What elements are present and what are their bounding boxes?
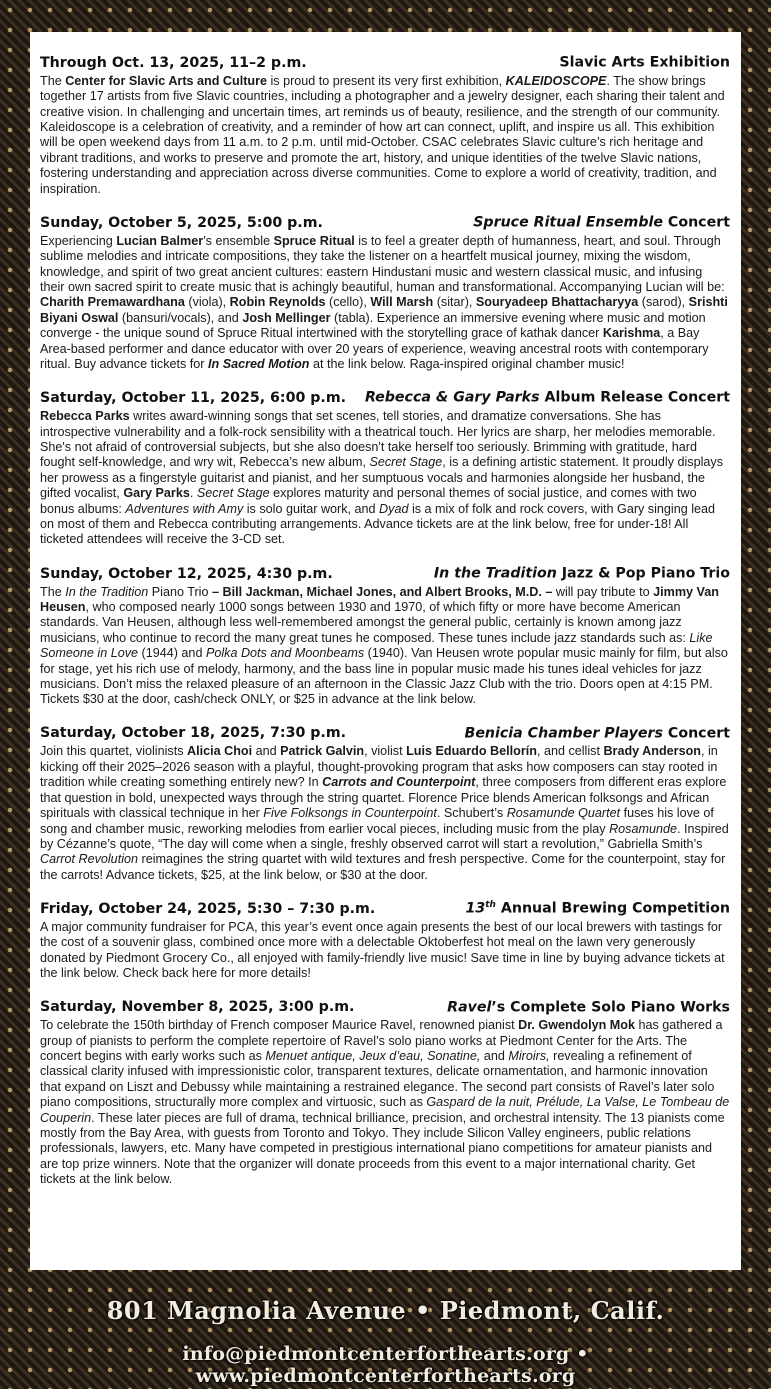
description-segment: In Sacred Motion <box>208 356 310 371</box>
event-title-rest: Concert <box>662 725 730 742</box>
description-segment: is solo guitar work, and <box>243 501 380 516</box>
description-segment: . Schubert’s <box>436 806 507 821</box>
event-date: Friday, October 24, 2025, 5:30 – 7:30 p.m. <box>40 900 376 917</box>
description-segment: Piano Trio <box>148 584 212 599</box>
event-title-italic: Rebecca & Gary Parks <box>364 390 540 407</box>
description-segment: Dyad <box>379 501 409 516</box>
event-title-rest: Slavic Arts Exhibition <box>559 54 730 71</box>
event-title <box>434 561 730 583</box>
event-header <box>40 385 730 407</box>
event-title-italic: Ravel <box>447 999 492 1016</box>
event-description <box>40 585 730 708</box>
event-title-rest: Concert <box>662 214 730 231</box>
event-date: Saturday, October 11, 2025, 6:00 p.m. <box>40 390 346 407</box>
description-segment: writes award-winning songs that set scenes, tell stories, and dramatize conversations. She has introspective vulnerability and a folk-rock sensibility with a theatrical touch. Her lyrics are sharp, her melodies memorable. She's not afraid of controversial subjects, but she also doesn't take herself too seriously. Brimming with gratitude, hard fought self-knowledge, and wry wit, Rebecca’s new album, <box>40 409 716 470</box>
description-segment: , violist <box>364 744 407 759</box>
description-segment: . <box>189 486 197 501</box>
event-title <box>465 896 730 918</box>
description-segment: , is a defining artistic statement. It proudly displays her prowess as a fingerstyle guitarist and pianist, and her sumptuous vocals and harmonies alongside her husband, the gifted vocalist, <box>40 455 723 501</box>
description-segment: In the Tradition <box>65 584 149 599</box>
description-segment: has gathered a group of pianists to perform the complete repertoire of Ravel’s solo piano works at Piedmont Center for the Arts. The concert begins with early works such as <box>40 1018 723 1064</box>
description-segment: is to feel a greater depth of humanness, heart, and soul. Through sublime melodies and intricate compositions, they take the listener on a heartfelt musical journey, mixing the wisdom, knowledge, and spirit of two great ancient cultures: eastern Hindustani music and western classical music, and infusing their own sacred spirit to create music that is achingly beautiful, human and transformational. Accompanying Lucian will be: <box>40 233 725 294</box>
description-segment: at the link below. Raga-inspired original chamber music! <box>309 356 625 371</box>
description-segment: , in kicking off their 2025–2026 season with a playful, thought-provoking program that asks how composers can stay rooted in tradition while creating something entirely new? In <box>40 744 718 790</box>
description-segment: Secret Stage <box>369 455 443 470</box>
event-date: Sunday, October 12, 2025, 4:30 p.m. <box>40 565 333 582</box>
description-segment: Luis Eduardo Bellorín <box>406 744 537 759</box>
description-segment: revealing a refinement of classical clarity infused with impressionistic color, transparent textures, delicate ornamentation, and harmonic innovation that expand on Liszt and Debussy while maintaining a restrained elegance. The second part consists of Ravel’s later solo piano compositions, structurally more complex and virtuosic, such as <box>40 1049 715 1110</box>
description-segment: Secret Stage <box>196 486 270 501</box>
description-segment: Lucian Balmer <box>116 233 204 248</box>
event-item <box>40 995 730 1188</box>
description-segment: ’s ensemble <box>203 233 274 248</box>
description-segment: Like Someone in Love <box>40 630 713 661</box>
event-list <box>40 50 730 1188</box>
description-segment: Alicia Choi <box>187 744 253 759</box>
event-date: Saturday, October 18, 2025, 7:30 p.m. <box>40 725 346 742</box>
description-segment: explores maturity and personal themes of social justice, and comes with two bonus albums: <box>40 486 697 516</box>
description-segment: will pay tribute to <box>552 584 654 599</box>
description-segment: fuses his love of song and chamber music, reworking melodies from earlier vocal pieces, including music from the play <box>40 806 714 836</box>
description-segment: KALEIDOSCOPE <box>505 73 607 88</box>
footer-address: 801 Magnolia Avenue • Piedmont, Calif. <box>106 1296 665 1325</box>
event-item <box>40 721 730 883</box>
event-item <box>40 561 730 708</box>
description-segment: (1944) and <box>138 646 206 661</box>
description-segment: Five Folksongs in Counterpoint <box>263 806 437 821</box>
event-header <box>40 896 730 918</box>
description-segment: Carrots and Counterpoint <box>322 775 476 790</box>
event-date: Sunday, October 5, 2025, 5:00 p.m. <box>40 214 323 231</box>
description-segment: Gaspard de la nuit, Prélude, La Valse, Le Tombeau de Couperin <box>40 1095 730 1125</box>
description-segment: (tabla). Experience an immersive evening where music and motion converge - the unique sound of Spruce Ritual intertwined with the storytelling grace of kathak dancer <box>40 310 706 341</box>
event-title <box>447 995 730 1017</box>
description-segment: Carrot Revolution <box>40 852 138 867</box>
event-title-superscript: th <box>485 900 496 911</box>
event-title <box>365 385 730 407</box>
description-segment: Dr. Gwendolyn Mok <box>518 1018 635 1033</box>
event-title-rest: Annual Brewing Competition <box>495 900 730 917</box>
footer-contact[interactable]: info@piedmontcenterforthearts.org • www.piedmontcenterforthearts.org <box>182 1343 589 1387</box>
event-header <box>40 721 730 743</box>
description-segment: (viola), <box>184 295 230 310</box>
description-segment: (sitar), <box>433 295 476 310</box>
description-segment: Polka Dots and Moonbeams <box>205 646 365 661</box>
event-description <box>40 1018 730 1187</box>
description-segment: , and cellist <box>536 744 604 759</box>
description-segment: Adventures with Amy <box>125 501 244 516</box>
description-segment: Center for Slavic Arts and Culture <box>65 73 267 88</box>
description-segment: Jimmy Van Heusen <box>40 584 719 614</box>
description-segment: . The show brings together 17 artists from five Slavic countries, including a photographer and a jewelry designer, each sharing their talent and creative vision. In challenging and uncertain times, art reminds us of beauty, resilience, and the strength of our community. Kaleidoscope is a celebration of creativity, and a reminder of how art can connect, uplift, and inspire us all. This exhibition will be open weekend days from 11 a.m. to 2 p.m. until mid-October. CSAC celebrates Slavic culture’s rich heritage and vibrant traditions, and works to preserve and promote the art, history, and unique identities of the twelve Slavic nations, fostering understanding and appreciation across diverse communities. Come to explore a world of creativity, tradition, and inspiration. <box>40 73 725 196</box>
description-segment: Josh Mellinger <box>242 310 331 325</box>
description-segment: Rosamunde Quartet <box>506 806 621 821</box>
description-segment: Robin Reynolds <box>229 295 326 310</box>
description-segment: , three composers from different eras explore that question in bold, unexpected ways through the string quartet. Florence Price blends American folksongs and African spirituals with classical technique in her <box>40 775 727 821</box>
event-description <box>40 920 730 982</box>
description-segment: (bansuri/vocals), and <box>118 310 243 325</box>
description-segment: Patrick Galvin <box>280 744 365 759</box>
event-header <box>40 50 730 72</box>
event-title-italic: Benicia Chamber Players <box>464 725 663 742</box>
description-segment: Brady Anderson <box>603 744 701 759</box>
event-header <box>40 995 730 1017</box>
description-segment: The <box>40 584 66 599</box>
event-title-rest: Jazz & Pop Piano Trio <box>556 565 730 582</box>
event-description <box>40 74 730 197</box>
description-segment: Miroirs, <box>508 1049 550 1064</box>
event-description <box>40 744 730 883</box>
description-segment: . These later pieces are full of drama, technical brilliance, precision, and orchestral intensity. The 13 pianists come mostly from the Bay Area, with guests from Toronto and Tokyo. They include Silicon Valley engineers, public relations professionals, lawyers, etc. Many have competed in prestigious international piano competitions for amateur pianists and are top prize winners. Note that the organizer will donate proceeds from this event to a major international charity. Get tickets at the link below. <box>40 1110 725 1187</box>
event-date: Through Oct. 13, 2025, 11–2 p.m. <box>40 54 307 71</box>
description-segment: Souryadeep Bhattacharyya <box>475 295 639 310</box>
events-panel <box>30 32 741 1270</box>
footer <box>0 1278 771 1389</box>
description-segment: Karishma <box>602 326 661 341</box>
description-segment: Srishti Biyani Oswal <box>40 295 728 325</box>
event-description <box>40 234 730 373</box>
description-segment: – Bill Jackman, Michael Jones, and Albert Brooks, M.D. – <box>211 584 553 599</box>
description-segment: Rebecca Parks <box>40 409 130 424</box>
event-date: Saturday, November 8, 2025, 3:00 p.m. <box>40 999 355 1016</box>
description-segment: and <box>480 1049 509 1064</box>
description-segment: Menuet antique, Jeux d’eau, Sonatine, <box>265 1049 481 1064</box>
description-segment: Charith Premawardhana <box>40 295 185 310</box>
event-title-italic: 13 <box>465 900 486 917</box>
description-segment: Join this quartet, violinists <box>40 744 187 759</box>
description-segment: To celebrate the 150th birthday of French composer Maurice Ravel, renowned pianist <box>40 1018 519 1033</box>
description-segment: Experiencing <box>40 233 117 248</box>
description-segment: Gary Parks <box>123 486 190 501</box>
event-header <box>40 561 730 583</box>
description-segment: A major community fundraiser for PCA, this year’s event once again presents the best of our local brewers with tastings for the cost of a souvenir glass, combined once more with a delectable Oktoberfest hot meal on the lawn very generously donated by Piedmont Grocery Co., all enjoyed with family-friendly live music! Save time in line by buying advance tickets at the link below. Check back here for more details! <box>40 919 725 981</box>
event-item <box>40 896 730 981</box>
description-segment: , a Bay Area-based performer and dance educator with over 20 years of experience, weaving ancestral roots with contemporary ritual. Buy advance tickets for <box>40 326 709 371</box>
event-title <box>559 50 730 72</box>
description-segment: Rosamunde <box>609 821 677 836</box>
event-item <box>40 385 730 547</box>
description-segment: and <box>252 744 281 759</box>
description-segment: reimagines the string quartet with wild textures and fresh perspective. Come for the counterpoint, stay for the carrots! Advance tickets, $25, at the link below, or $30 at the door. <box>40 852 726 882</box>
event-title-italic: Spruce Ritual Ensemble <box>473 214 663 231</box>
description-segment: (sarod), <box>638 295 689 310</box>
description-segment: (cello), <box>325 295 371 310</box>
event-title <box>473 210 730 232</box>
description-segment: (1940). Van Heusen wrote popular music mainly for film, but also for stage, yet his rich use of melody, harmony, and the bass line in popular music made his tunes ideal vehicles for jazz musicians. Don’t miss the relaxed pleasure of an afternoon in the Classic Jazz Club with the trio. Doors open at 4:15 PM. Tickets $30 at the door, cash/check ONLY, or $25 in advance at the link below. <box>40 646 728 707</box>
event-item <box>40 210 730 372</box>
description-segment: is a mix of folk and rock covers, with Gary singing lead on most of them and Rebecca contributing arrangements. Advance tickets are at the link below, free for under-18! All ticketed attendees will receive the 3-CD set. <box>40 501 716 547</box>
event-header <box>40 210 730 232</box>
description-segment: is proud to present its very first exhibition, <box>266 73 506 88</box>
event-description <box>40 409 730 548</box>
event-item <box>40 50 730 197</box>
event-title-rest: ’s Complete Solo Piano Works <box>491 999 730 1016</box>
event-title-italic: In the Tradition <box>433 565 557 582</box>
description-segment: Spruce Ritual <box>273 233 355 248</box>
event-title-rest: Album Release Concert <box>539 390 730 407</box>
event-title <box>465 721 731 743</box>
description-segment: The <box>40 73 66 88</box>
description-segment: . Inspired by Cézanne’s quote, “The day will come when a single, freshly observed carrot will start a revolution,” Gabriella Smith’s <box>40 821 729 851</box>
description-segment: Will Marsh <box>370 295 434 310</box>
description-segment: , who composed nearly 1000 songs between 1930 and 1970, of which fifty or more have become American standards. Van Heusen, although less well-remembered amongst the general public, certainly is known among jazz musicians, who continue to record the many great tunes he composed. These tunes include jazz standards such as: <box>40 599 690 645</box>
